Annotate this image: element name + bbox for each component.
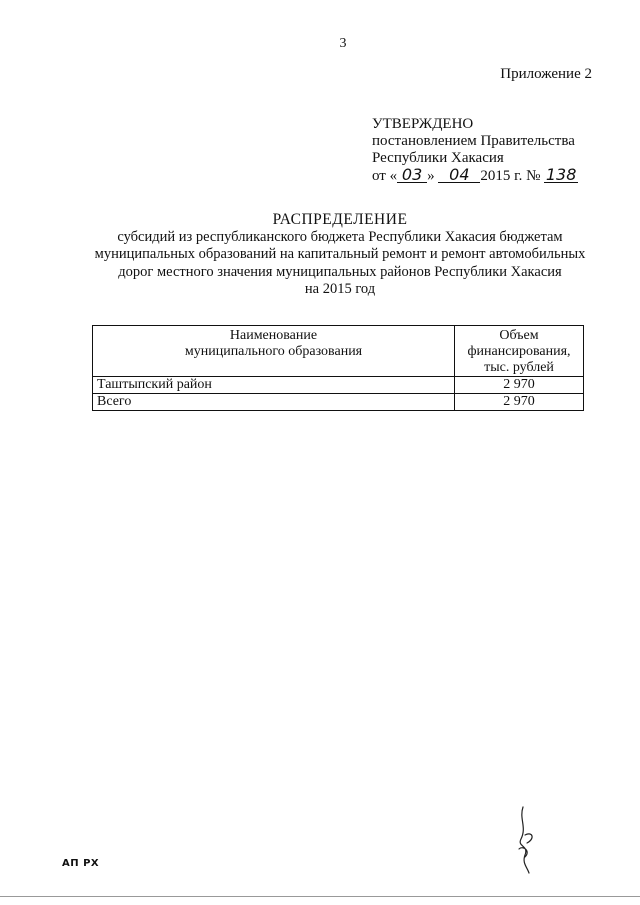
header-volume-line-2: финансирования, (467, 344, 571, 359)
header-name (93, 326, 455, 377)
date-month: 04 (438, 167, 480, 183)
distribution-table (92, 325, 584, 411)
date-mid: » (427, 168, 435, 184)
header-volume (455, 326, 584, 377)
header-name-line-1: Наименование (229, 328, 318, 343)
page-number: 3 (339, 36, 347, 51)
title-line-3: дорог местного значения муниципальных районов Республики Хакасия (118, 263, 562, 280)
signature (505, 805, 545, 875)
approval-block (372, 116, 578, 185)
approval-line-2: Республики Хакасия (372, 150, 504, 166)
row-name: Таштыпский район (93, 377, 455, 394)
title-line-4: на 2015 год (304, 281, 376, 297)
header-volume-line-1: Объем (499, 328, 539, 343)
approval-line-1: постановлением Правительства (372, 133, 575, 149)
row-value: 2 970 (455, 377, 584, 394)
bottom-divider (0, 896, 640, 897)
table-header-row (93, 326, 584, 377)
date-year: 2015 г. (480, 168, 523, 184)
date-prefix: от « (372, 168, 398, 184)
appendix-label: Приложение 2 (500, 66, 592, 82)
title-line-1: субсидий из республиканского бюджета Республики Хакасия бюджетам (117, 228, 563, 245)
footer-code: АП РХ (62, 858, 100, 869)
header-volume-line-3: тыс. рублей (484, 360, 554, 375)
table-row-total (93, 394, 584, 411)
table-row (93, 377, 584, 394)
header-name-line-2: муниципального образования (184, 344, 363, 359)
date-day: 03 (397, 167, 427, 183)
title-heading: РАСПРЕДЕЛЕНИЕ (272, 211, 408, 228)
approved-heading: УТВЕРЖДЕНО (372, 116, 474, 132)
document-number: 138 (545, 165, 577, 184)
row-value: 2 970 (455, 394, 584, 411)
document-title (60, 211, 620, 299)
approval-date (372, 167, 578, 185)
row-name: Всего (93, 394, 455, 411)
title-line-2: муниципальных образований на капитальный ремонт и ремонт автомобильных (94, 246, 586, 262)
number-sign: № (526, 168, 541, 184)
